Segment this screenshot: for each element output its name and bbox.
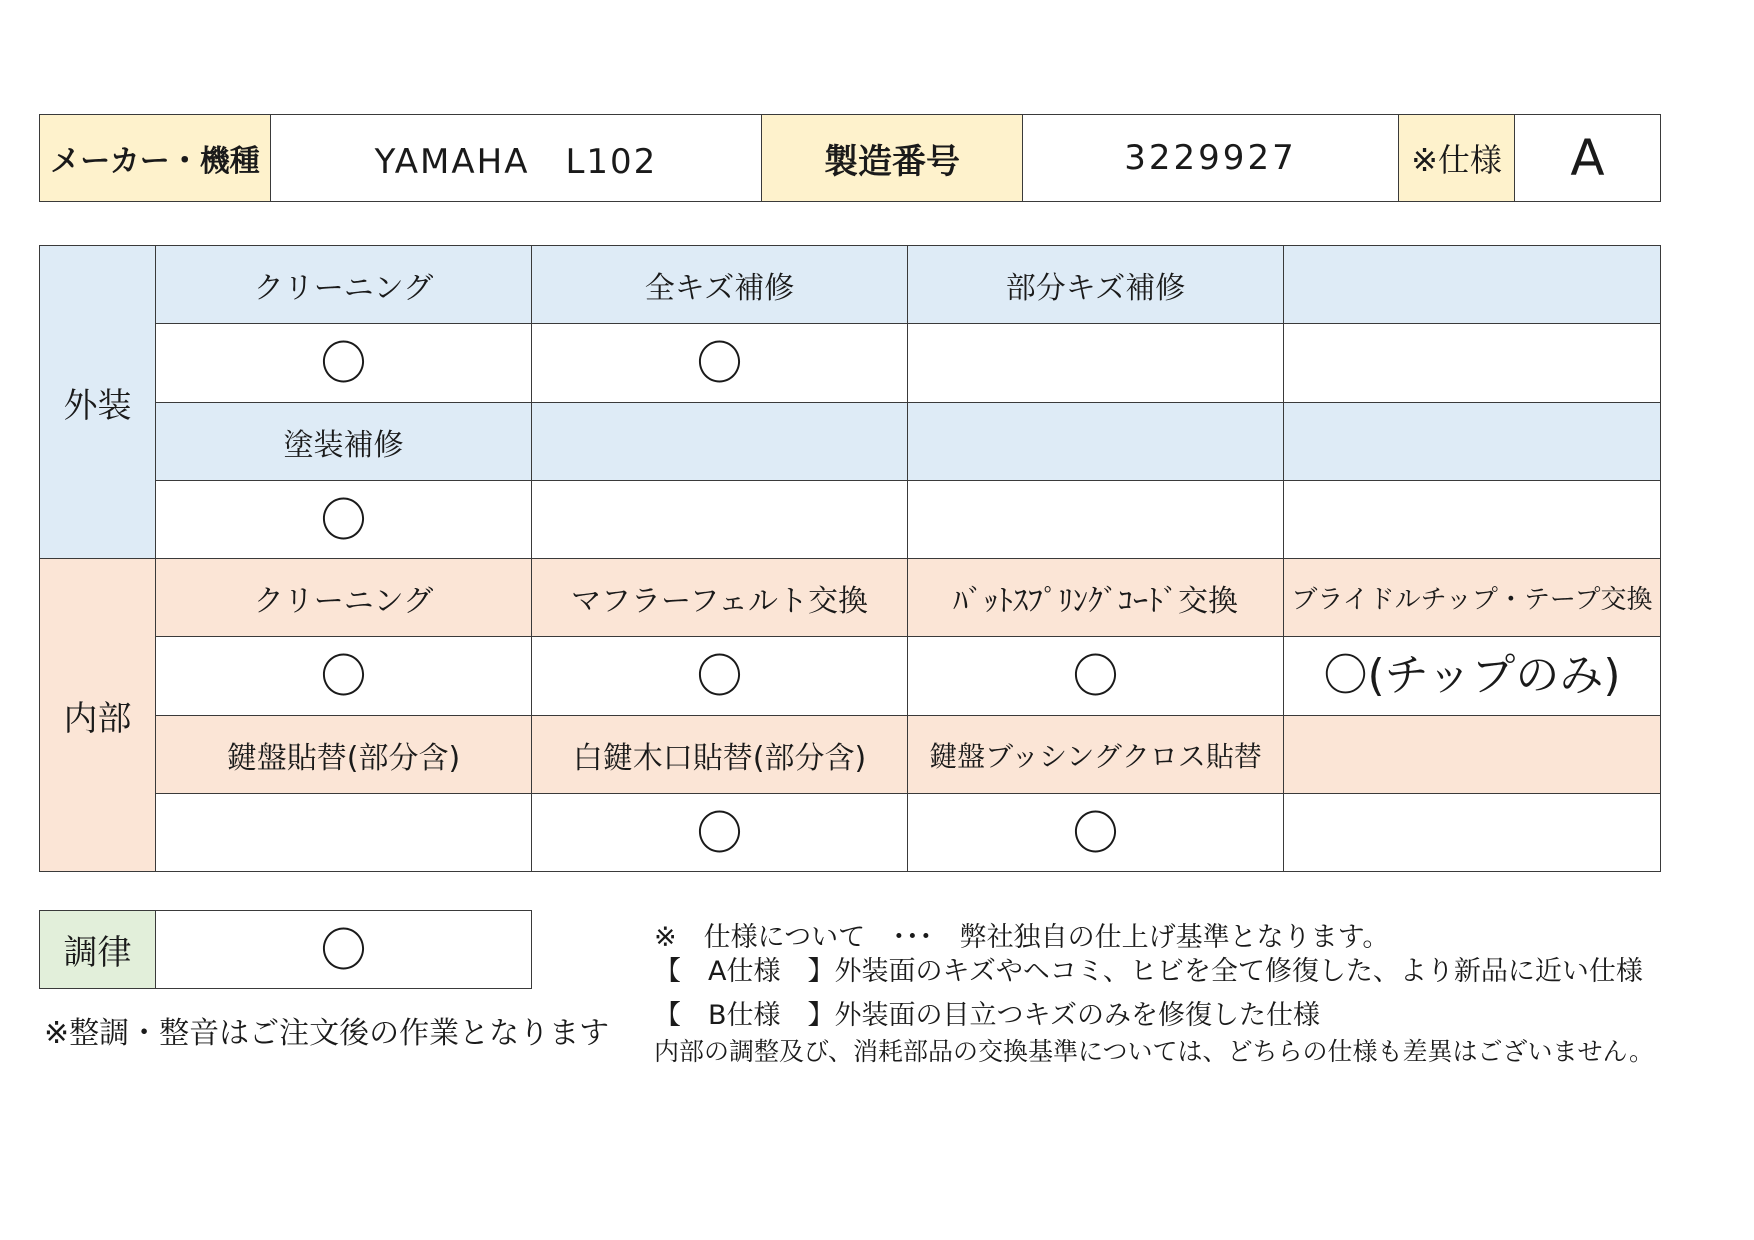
exterior-header-full-scratch-repair: 全キズ補修: [531, 245, 908, 324]
interior-mark-cleaning: 〇: [155, 636, 532, 716]
tuning-note: ※整調・整音はご注文後の作業となります: [44, 1016, 610, 1051]
maker-label: メーカー・機種: [39, 114, 271, 202]
interior-mark-empty: [1283, 793, 1661, 872]
exterior-header-empty-2: [531, 402, 908, 481]
interior-mark-key-bushing-cloth: 〇: [907, 793, 1284, 872]
spec-label: ※仕様: [1398, 114, 1515, 202]
interior-mark-key-recovering: [155, 793, 532, 872]
interior-header-cleaning: クリーニング: [155, 558, 532, 637]
exterior-mark-full-scratch-repair: 〇: [531, 323, 908, 403]
exterior-header-empty-4: [1283, 402, 1661, 481]
exterior-mark-empty-3: [907, 480, 1284, 559]
exterior-mark-empty-2: [531, 480, 908, 559]
interior-mark-muffler-felt: 〇: [531, 636, 908, 716]
interior-mark-white-key-front: 〇: [531, 793, 908, 872]
interior-mark-bridle-chip-only: 〇(チップのみ): [1283, 636, 1661, 716]
interior-mark-butt-spring-cord: 〇: [907, 636, 1284, 716]
tuning-mark: 〇: [155, 910, 532, 989]
interior-header-muffler-felt: マフラーフェルト交換: [531, 558, 908, 637]
interior-header-white-key-front: 白鍵木口貼替(部分含): [531, 715, 908, 794]
exterior-header-paint-repair: 塗装補修: [155, 402, 532, 481]
spec-note-line2: 【 A仕様 】外装面のキズやヘコミ、ヒビを全て修復した、より新品に近い仕様: [654, 956, 1643, 987]
tuning-label: 調律: [39, 910, 156, 989]
maker-value: YAMAHA L102: [270, 114, 762, 202]
serial-label: 製造番号: [761, 114, 1023, 202]
interior-header-key-recovering: 鍵盤貼替(部分含): [155, 715, 532, 794]
exterior-section-label: 外装: [39, 245, 156, 559]
interior-header-bridle-chip-tape: ブライドルチップ・テープ交換: [1283, 558, 1661, 637]
spec-note-line4: 内部の調整及び、消耗部品の交換基準については、どちらの仕様も差異はございません。: [654, 1037, 1655, 1066]
spec-value: A: [1514, 114, 1661, 202]
exterior-mark-empty-4: [1283, 480, 1661, 559]
exterior-header-partial-scratch-repair: 部分キズ補修: [907, 245, 1284, 324]
interior-section-label: 内部: [39, 558, 156, 872]
interior-header-empty: [1283, 715, 1661, 794]
exterior-mark-paint-repair: 〇: [155, 480, 532, 559]
exterior-mark-cleaning: 〇: [155, 323, 532, 403]
exterior-header-cleaning: クリーニング: [155, 245, 532, 324]
exterior-header-empty-3: [907, 402, 1284, 481]
interior-header-key-bushing-cloth: 鍵盤ブッシングクロス貼替: [907, 715, 1284, 794]
interior-header-butt-spring-cord: ﾊﾞｯﾄｽﾌﾟﾘﾝｸﾞｺｰﾄﾞ交換: [907, 558, 1284, 637]
serial-value: 3229927: [1022, 114, 1399, 202]
exterior-mark-empty: [1283, 323, 1661, 403]
spec-note-line1: ※ 仕様について ･･･ 弊社独自の仕上げ基準となります。: [654, 922, 1390, 953]
exterior-header-empty: [1283, 245, 1661, 324]
spec-note-line3: 【 B仕様 】外装面の目立つキズのみを修復した仕様: [654, 1000, 1320, 1031]
exterior-mark-partial-scratch-repair: [907, 323, 1284, 403]
